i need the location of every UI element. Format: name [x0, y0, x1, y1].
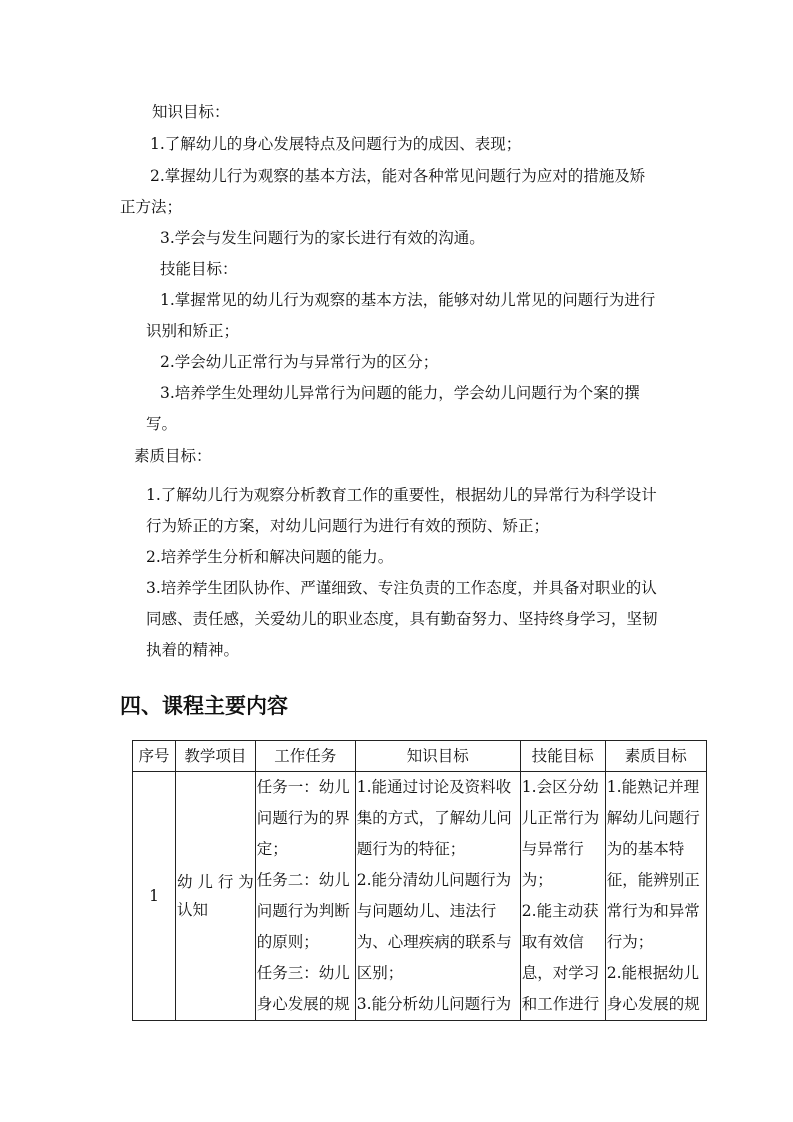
cell-quality [605, 772, 706, 1021]
cell-line: 2.能分清幼儿问题行为 [356, 871, 512, 889]
header-quality: 素质目标 [605, 741, 706, 772]
cell-line: 任务三：幼儿 [256, 964, 350, 982]
cell-line: 问题行为判断 [256, 902, 350, 920]
paragraph-line: 3.培养学生处理幼儿异常行为问题的能力，学会幼儿问题行为个案的撰 [160, 384, 640, 402]
paragraph-line: 技能目标： [160, 260, 238, 278]
cell-line: 2.能主动获 [521, 902, 599, 920]
paragraph-line: 执着的精神。 [146, 641, 240, 659]
cell-line: 和工作进行 [521, 995, 600, 1013]
cell-line: 1.能通过讨论及资料收 [356, 778, 512, 796]
cell-line: 与问题幼儿、违法行 [356, 902, 497, 920]
cell-line: 的原则； [256, 933, 319, 951]
cell-line: 问题行为的界 [256, 809, 350, 827]
cell-project [176, 772, 256, 1021]
cell-line: 3.能分析幼儿问题行为 [356, 995, 512, 1013]
section-heading: 四、课程主要内容 [120, 694, 288, 718]
cell-line: 定； [256, 840, 288, 858]
cell-line: 集的方式，了解幼儿问 [356, 809, 512, 827]
cell-skills [520, 772, 605, 1021]
cell-line: 息，对学习 [521, 964, 600, 982]
cell-line: 2.能根据幼儿 [606, 964, 700, 982]
paragraph-line: 行为矫正的方案，对幼儿问题行为进行有效的预防、矫正； [146, 517, 550, 535]
paragraph-line: 2.培养学生分析和解决问题的能力。 [146, 548, 394, 566]
cell-line: 认知 [177, 901, 209, 919]
header-no: 序号 [133, 741, 176, 772]
paragraph-line: 1.了解幼儿行为观察分析教育工作的重要性，根据幼儿的异常行为科学设计 [146, 486, 657, 504]
cell-no: 1 [133, 772, 176, 1021]
paragraph-line: 同感、责任感，关爱幼儿的职业态度，具有勤奋努力、坚持终身学习，坚韧 [146, 610, 658, 628]
cell-line: 取有效信 [521, 933, 584, 951]
header-tasks: 工作任务 [255, 741, 355, 772]
cell-line: 为的基本特 [606, 840, 685, 858]
header-project: 教学项目 [176, 741, 256, 772]
course-content-table [132, 740, 707, 1021]
cell-line: 解幼儿问题行 [606, 809, 700, 827]
cell-line: 儿正常行为 [521, 809, 600, 827]
cell-line: 幼 儿 行 为 [177, 873, 254, 891]
cell-line: 常行为和异常 [606, 902, 700, 920]
cell-line: 任务二：幼儿 [256, 871, 350, 889]
cell-line: 为； [521, 871, 553, 889]
paragraph-line: 1.了解幼儿的身心发展特点及问题行为的成因、表现； [150, 135, 522, 153]
cell-line: 身心发展的规 [256, 995, 350, 1013]
cell-line: 区别； [356, 964, 404, 982]
cell-line: 题行为的特征； [356, 840, 466, 858]
cell-line: 与异常行 [521, 840, 584, 858]
paragraph-line: 识别和矫正； [146, 322, 240, 340]
paragraph-line: 1.掌握常见的幼儿行为观察的基本方法，能够对幼儿常见的问题行为进行 [160, 291, 656, 309]
table-row [133, 772, 707, 1021]
paragraph-line: 知识目标： [152, 103, 230, 121]
cell-line: 1.会区分幼 [521, 778, 599, 796]
header-knowledge: 知识目标 [355, 741, 520, 772]
cell-line: 行为； [606, 933, 654, 951]
cell-line: 征，能辨别正 [606, 871, 700, 889]
cell-tasks [255, 772, 355, 1021]
paragraph-line: 素质目标： [134, 447, 212, 465]
cell-line: 为、心理疾病的联系与 [356, 933, 512, 951]
cell-line: 身心发展的规 [606, 995, 700, 1013]
paragraph-line: 正方法； [120, 198, 183, 216]
paragraph-line: 2.学会幼儿正常行为与异常行为的区分； [160, 353, 439, 371]
cell-knowledge [355, 772, 520, 1021]
paragraph-line: 3.学会与发生问题行为的家长进行有效的沟通。 [160, 229, 485, 247]
header-skills: 技能目标 [520, 741, 605, 772]
cell-line: 任务一：幼儿 [256, 778, 350, 796]
paragraph-line: 写。 [146, 415, 178, 433]
paragraph-line: 3.培养学生团队协作、严谨细致、专注负责的工作态度，并具备对职业的认 [146, 579, 657, 597]
table-header-row [133, 741, 707, 772]
paragraph-line: 2.掌握幼儿行为观察的基本方法，能对各种常见问题行为应对的措施及矫 [150, 167, 646, 185]
cell-line: 1.能熟记并理 [606, 778, 700, 796]
